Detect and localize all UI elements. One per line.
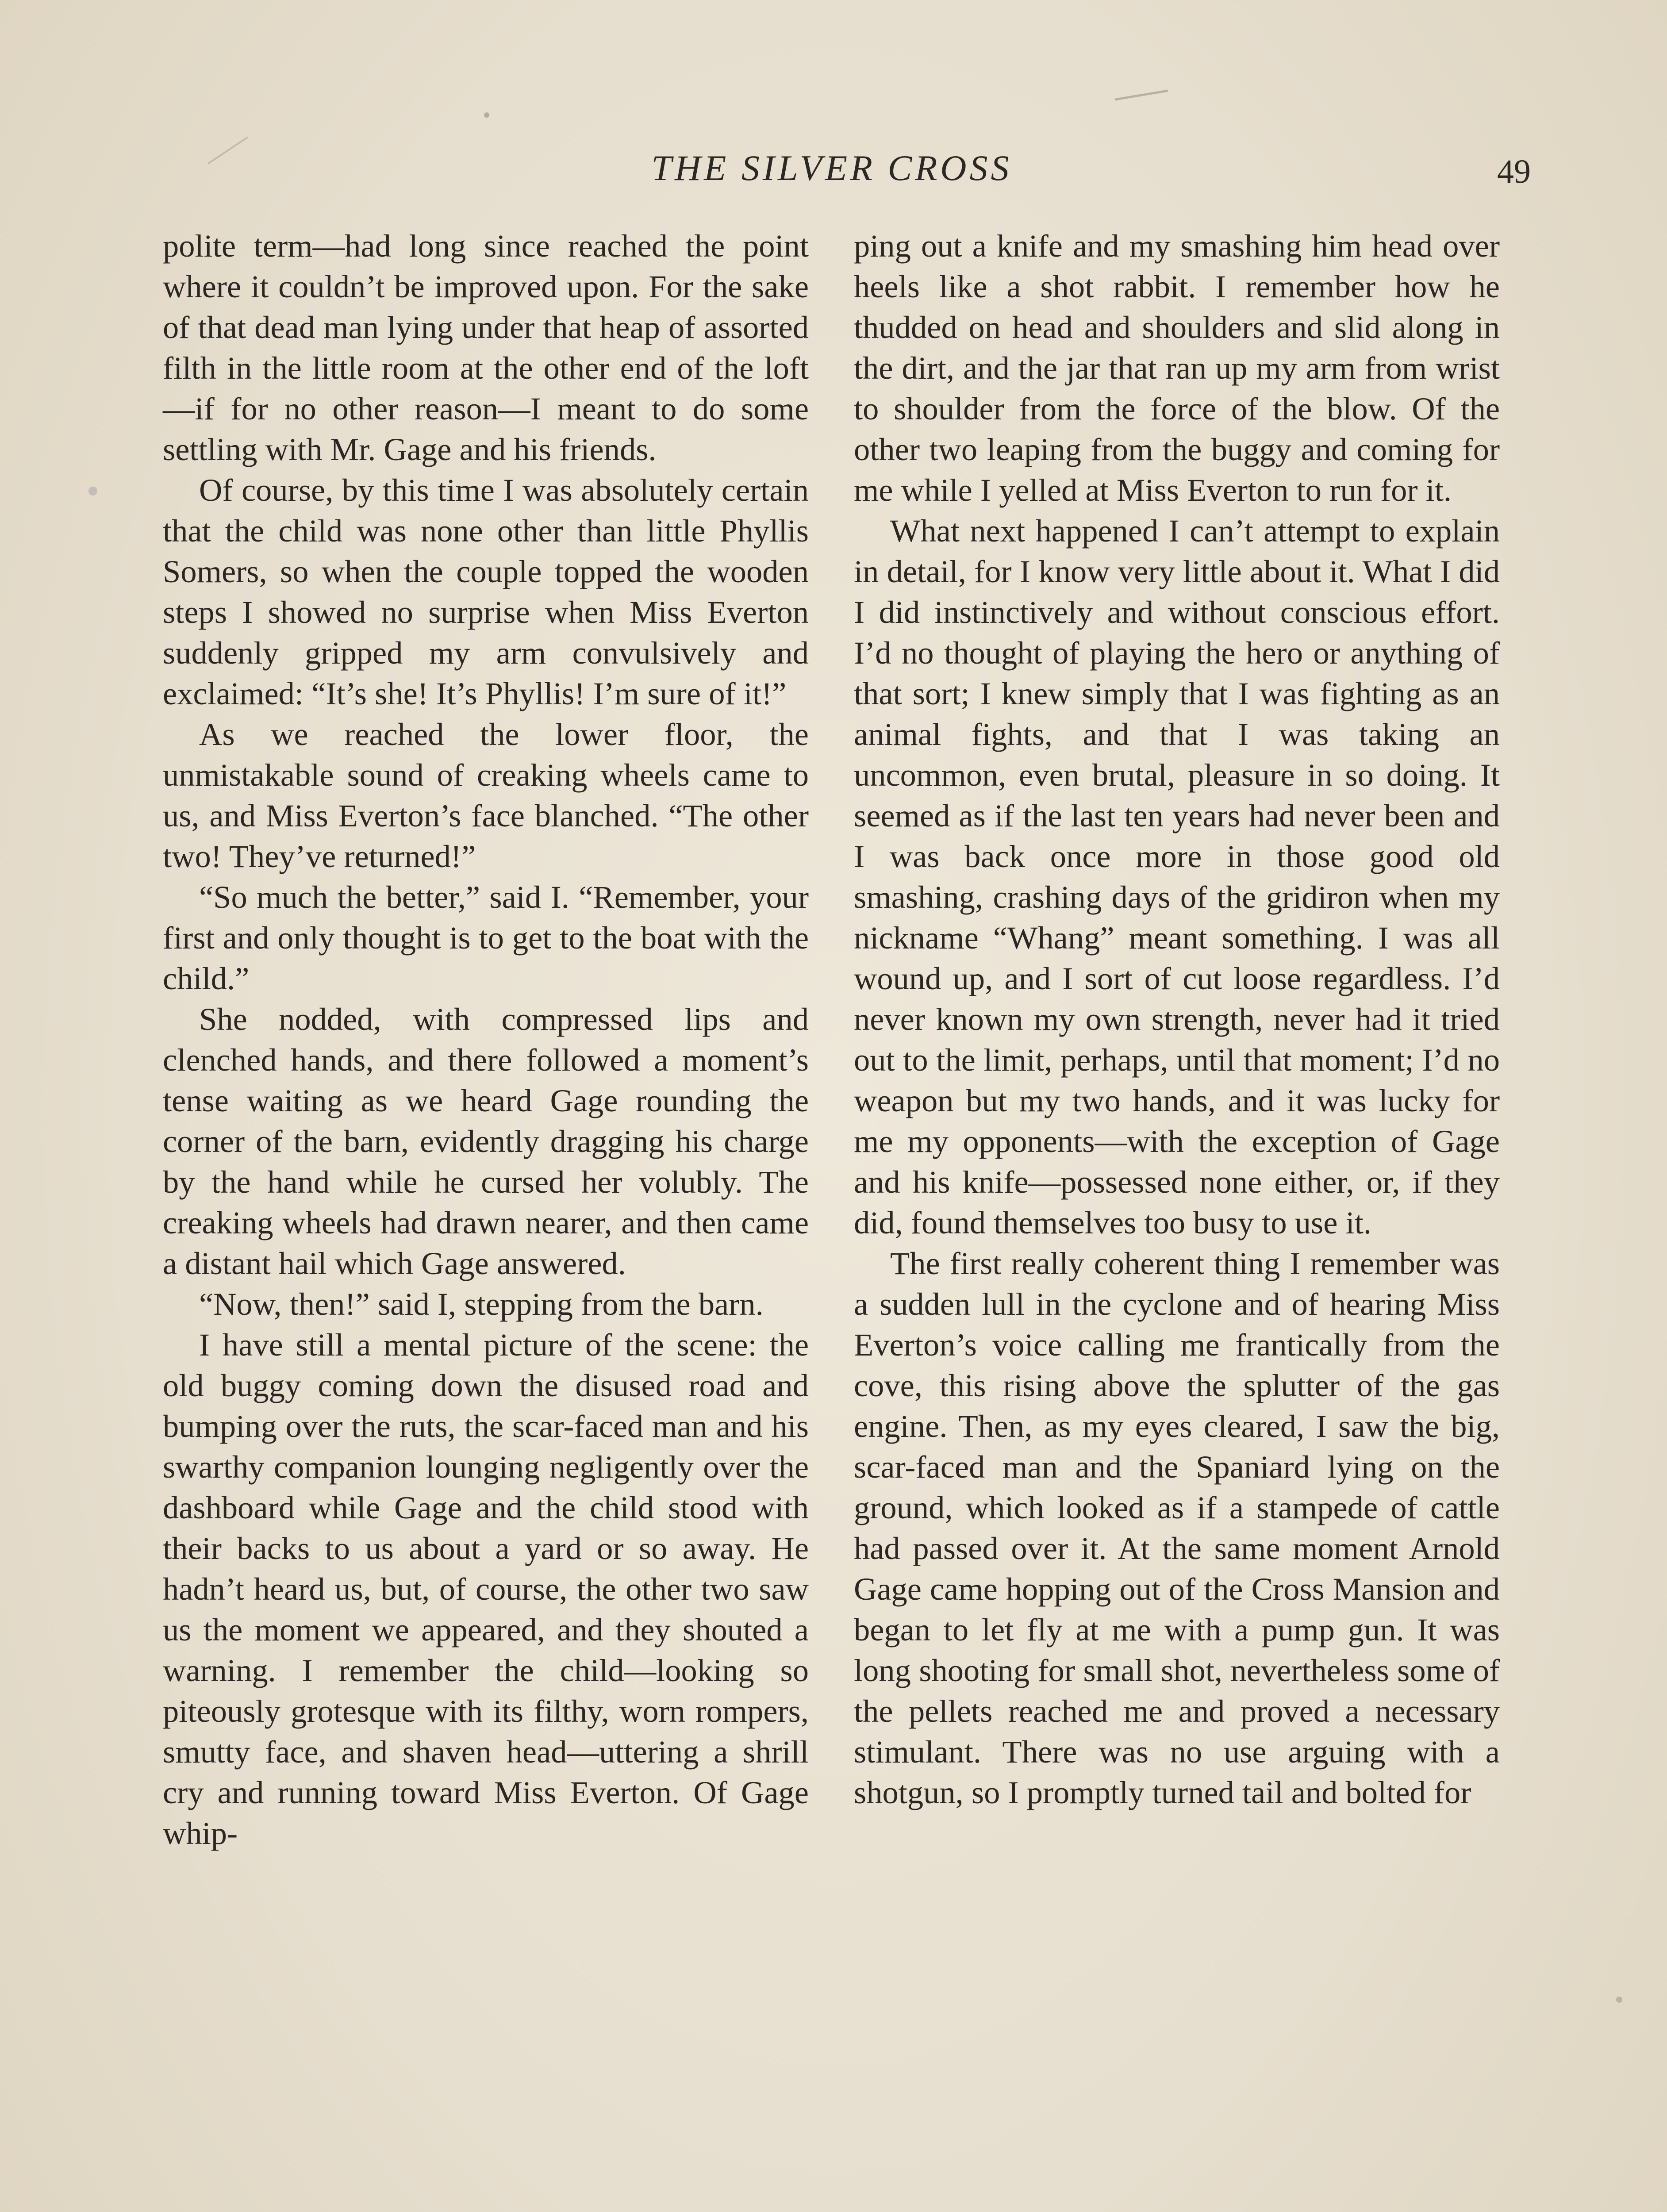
paragraph: I have still a mental picture of the scene: the old buggy coming down the disused road and bumping over the ruts, the scar-faced man and his swarthy companion lounging negligently over the dashboard while Gage and the child stood with their backs to us about a yard or so away. He hadn’t heard us, but, of course, the other two saw us the moment we appeared, and they shouted a warning. I remember the child—looking so piteously grotesque with its filthy, worn rompers, smutty face, and shaven head—uttering a shrill cry and running toward Miss Everton. Of Gage whip- bbox=[163, 1327, 809, 1851]
right-column bbox=[854, 226, 1500, 1813]
paragraph: The first really coherent thing I remember was a sudden lull in the cyclone and of hearing Miss Everton’s voice calling me frantically from the cove, this rising above the splutter of the gas engine. Then, as my eyes cleared, I saw the big, scar-faced man and the Spaniard lying on the ground, which looked as if a stampede of cattle had passed over it. At the same moment Arnold Gage came hopping out of the Cross Mansion and began to let fly at me with a pump gun. It was long shooting for small shot, nevertheless some of the pellets reached me and proved a necessary stimulant. There was no use arguing with a shotgun, so I promptly turned tail and bolted for bbox=[854, 1245, 1500, 1810]
paragraph: As we reached the lower floor, the unmistakable sound of creaking wheels came to us, and Miss Everton’s face blanched. “The other two! They’ve returned!” bbox=[163, 716, 809, 874]
paragraph: ping out a knife and my smashing him head over heels like a shot rabbit. I remember how he thudded on head and shoulders and slid along in the dirt, and the jar that ran up my arm from wrist to shoulder from the force of the blow. Of the other two leaping from the buggy and coming for me while I yelled at Miss Everton to run for it. bbox=[854, 228, 1500, 508]
running-title: THE SILVER CROSS bbox=[651, 148, 1012, 188]
paragraph: polite term—had long since reached the point where it couldn’t be improved upon. For the sake of that dead man lying under that heap of assorted filth in the little room at the other end of the loft—if for no other reason—I meant to do some settling with Mr. Gage and his friends. bbox=[163, 228, 809, 467]
specks bbox=[1616, 1997, 1622, 2003]
scratch-mark bbox=[1115, 91, 1168, 100]
paragraph: “Now, then!” said I, stepping from the barn. bbox=[199, 1286, 764, 1322]
specks bbox=[484, 112, 489, 118]
left-column bbox=[163, 226, 809, 1854]
paragraph: What next happened I can’t attempt to explain in detail, for I know very little about it. What I did I did instinctively and without conscious effort. I’d no thought of playing the hero or anything of that sort; I knew simply that I was fighting as an animal fights, and that I was taking an uncommon, even brutal, pleasure in so doing. It seemed as if the last ten years had never been and I was back once more in those good old smashing, crashing days of the gridiron when my nickname “Whang” meant something. I was all wound up, and I sort of cut loose regardless. I’d never known my own strength, never had it tried out to the limit, perhaps, until that moment; I’d no weapon but my two hands, and it was lucky for me my opponents—with the exception of Gage and his knife—possessed none either, or, if they did, found themselves too busy to use it. bbox=[854, 513, 1500, 1240]
scratch-mark bbox=[208, 137, 248, 164]
paragraph: She nodded, with compressed lips and clenched hands, and there followed a moment’s tense waiting as we heard Gage rounding the corner of the barn, evidently dragging his charge by the hand while he cursed her volubly. The creaking wheels had drawn nearer, and then came a distant hail which Gage answered. bbox=[163, 1001, 809, 1281]
page-number: 49 bbox=[1497, 153, 1531, 190]
specks bbox=[88, 487, 97, 495]
paragraph: Of course, by this time I was absolutely certain that the child was none other than little Phyllis Somers, so when the couple topped the wooden steps I showed no surprise when Miss Everton suddenly gripped my arm convulsively and exclaimed: “It’s she! It’s Phyllis! I’m sure of it!” bbox=[163, 472, 809, 711]
paragraph: “So much the better,” said I. “Remember, your first and only thought is to get to the boat with the child.” bbox=[163, 879, 809, 996]
